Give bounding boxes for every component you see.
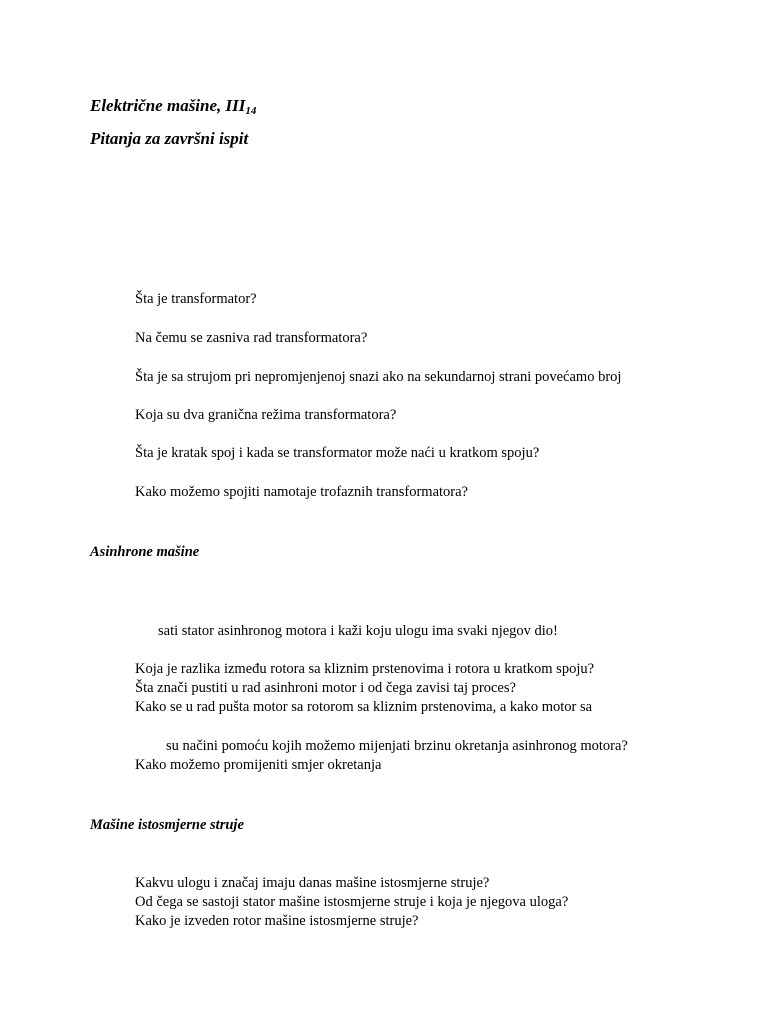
- question-dc-3: Kako je izveden rotor mašine istosmjerne struje?: [135, 913, 419, 929]
- question-async-3: Šta znači pustiti u rad asinhroni motor i od čega zavisi taj proces?: [135, 680, 516, 696]
- question-transformer-1: Šta je transformator?: [135, 291, 257, 307]
- question-async-2: Koja je razlika između rotora sa kliznim prstenovima i rotora u kratkom spoju?: [135, 661, 595, 677]
- question-transformer-5: Šta je kratak spoj i kada se transformator može naći u kratkom spoju?: [135, 445, 540, 461]
- question-async-4: Kako se u rad pušta motor sa rotorom sa kliznim prstenovima, a kako motor sa: [135, 699, 593, 715]
- question-async-1: sati stator asinhronog motora i kaži koju ulogu ima svaki njegov dio!: [158, 623, 558, 639]
- question-dc-1: Kakvu ulogu i značaj imaju danas mašine istosmjerne struje?: [135, 875, 490, 891]
- document-subtitle: Pitanja za završni ispit: [90, 129, 249, 148]
- question-transformer-2: Na čemu se zasniva rad transformatora?: [135, 330, 368, 346]
- document-title-text: Električne mašine, III: [90, 96, 246, 115]
- question-async-6: Kako možemo promijeniti smjer okretanja: [135, 757, 382, 773]
- document-title-subscript: 14: [245, 105, 257, 117]
- document-title: [90, 95, 256, 122]
- question-transformer-4: Koja su dva granična režima transformatora?: [135, 407, 397, 423]
- question-transformer-3: Šta je sa strujom pri nepromjenjenoj snazi ako na sekundarnoj strani povećamo broj: [135, 369, 622, 385]
- question-async-5: su načini pomoću kojih možemo mijenjati brzinu okretanja asinhronog motora?: [166, 738, 628, 754]
- question-dc-2: Od čega se sastoji stator mašine istosmjerne struje i koja je njegova uloga?: [135, 894, 569, 910]
- question-transformer-6: Kako možemo spojiti namotaje trofaznih transformatora?: [135, 484, 468, 500]
- section-heading-async-machines: Asinhrone mašine: [90, 544, 200, 560]
- section-heading-dc-machines: Mašine istosmjerne struje: [90, 817, 244, 833]
